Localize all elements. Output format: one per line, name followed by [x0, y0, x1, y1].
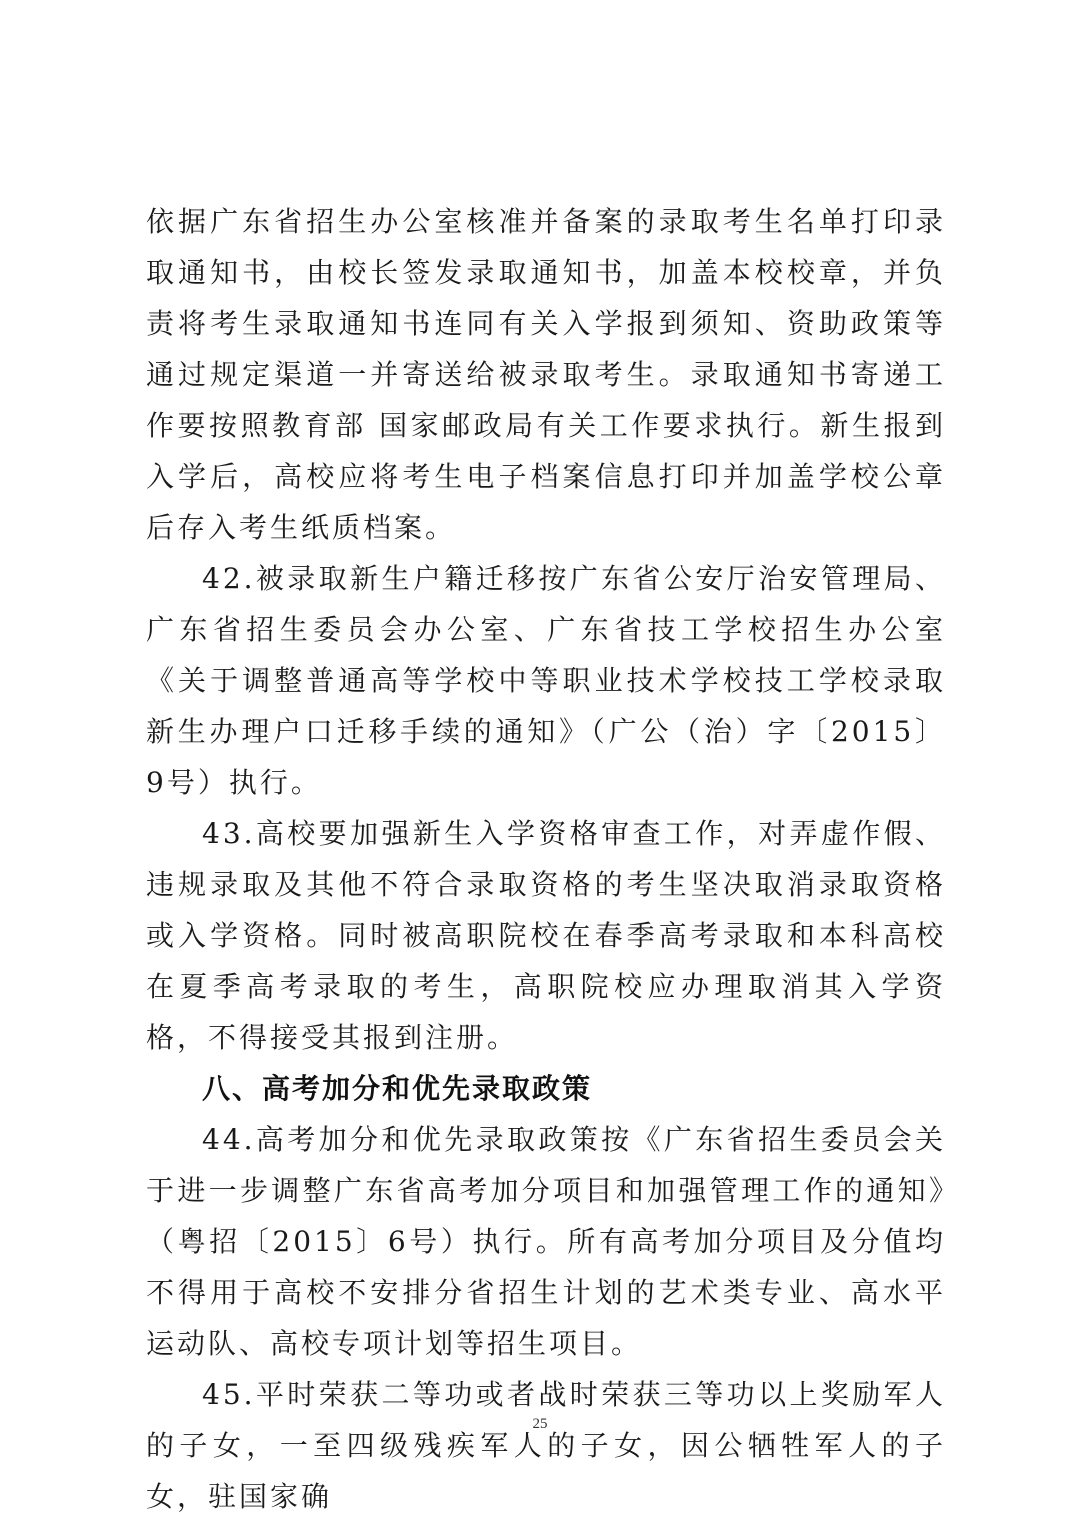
- paragraph-43: 43.高校要加强新生入学资格审查工作，对弄虚作假、违规录取及其他不符合录取资格的考生坚决取消录取资格或入学资格。同时被高职院校在春季高考录取和本科高校在夏季高考录取的考生，高职院校应办理取消其入学资格，不得接受其报到注册。: [146, 817, 946, 1054]
- paragraph-42: 42.被录取新生户籍迁移按广东省公安厅治安管理局、广东省招生委员会办公室、广东省技工学校招生办公室《关于调整普通高等学校中等职业技术学校技工学校录取新生办理户口迁移手续的通知》（广公（治）字〔2015〕9号）执行。: [146, 562, 946, 799]
- page-body: [146, 196, 946, 1522]
- section-heading: 八、高考加分和优先录取政策: [202, 1072, 593, 1105]
- paragraph-continuation: 依据广东省招生办公室核准并备案的录取考生名单打印录取通知书，由校长签发录取通知书，加盖本校校章，并负责将考生录取通知书连同有关入学报到须知、资助政策等通过规定渠道一并寄送给被录取考生。录取通知书寄递工作要按照教育部 国家邮政局有关工作要求执行。新生报到入学后，高校应将考生电子档案信息打印并加盖学校公章后存入考生纸质档案。: [146, 205, 946, 544]
- paragraph-44: 44.高考加分和优先录取政策按《广东省招生委员会关于进一步调整广东省高考加分项目和加强管理工作的通知》（粤招〔2015〕6号）执行。所有高考加分项目及分值均不得用于高校不安排分省招生计划的艺术类专业、高水平运动队、高校专项计划等招生项目。: [146, 1123, 946, 1360]
- page-number: 25: [532, 1416, 548, 1432]
- paragraph-45: 45.平时荣获二等功或者战时荣获三等功以上奖励军人的子女，一至四级残疾军人的子女，因公牺牲军人的子女，驻国家确: [146, 1378, 946, 1513]
